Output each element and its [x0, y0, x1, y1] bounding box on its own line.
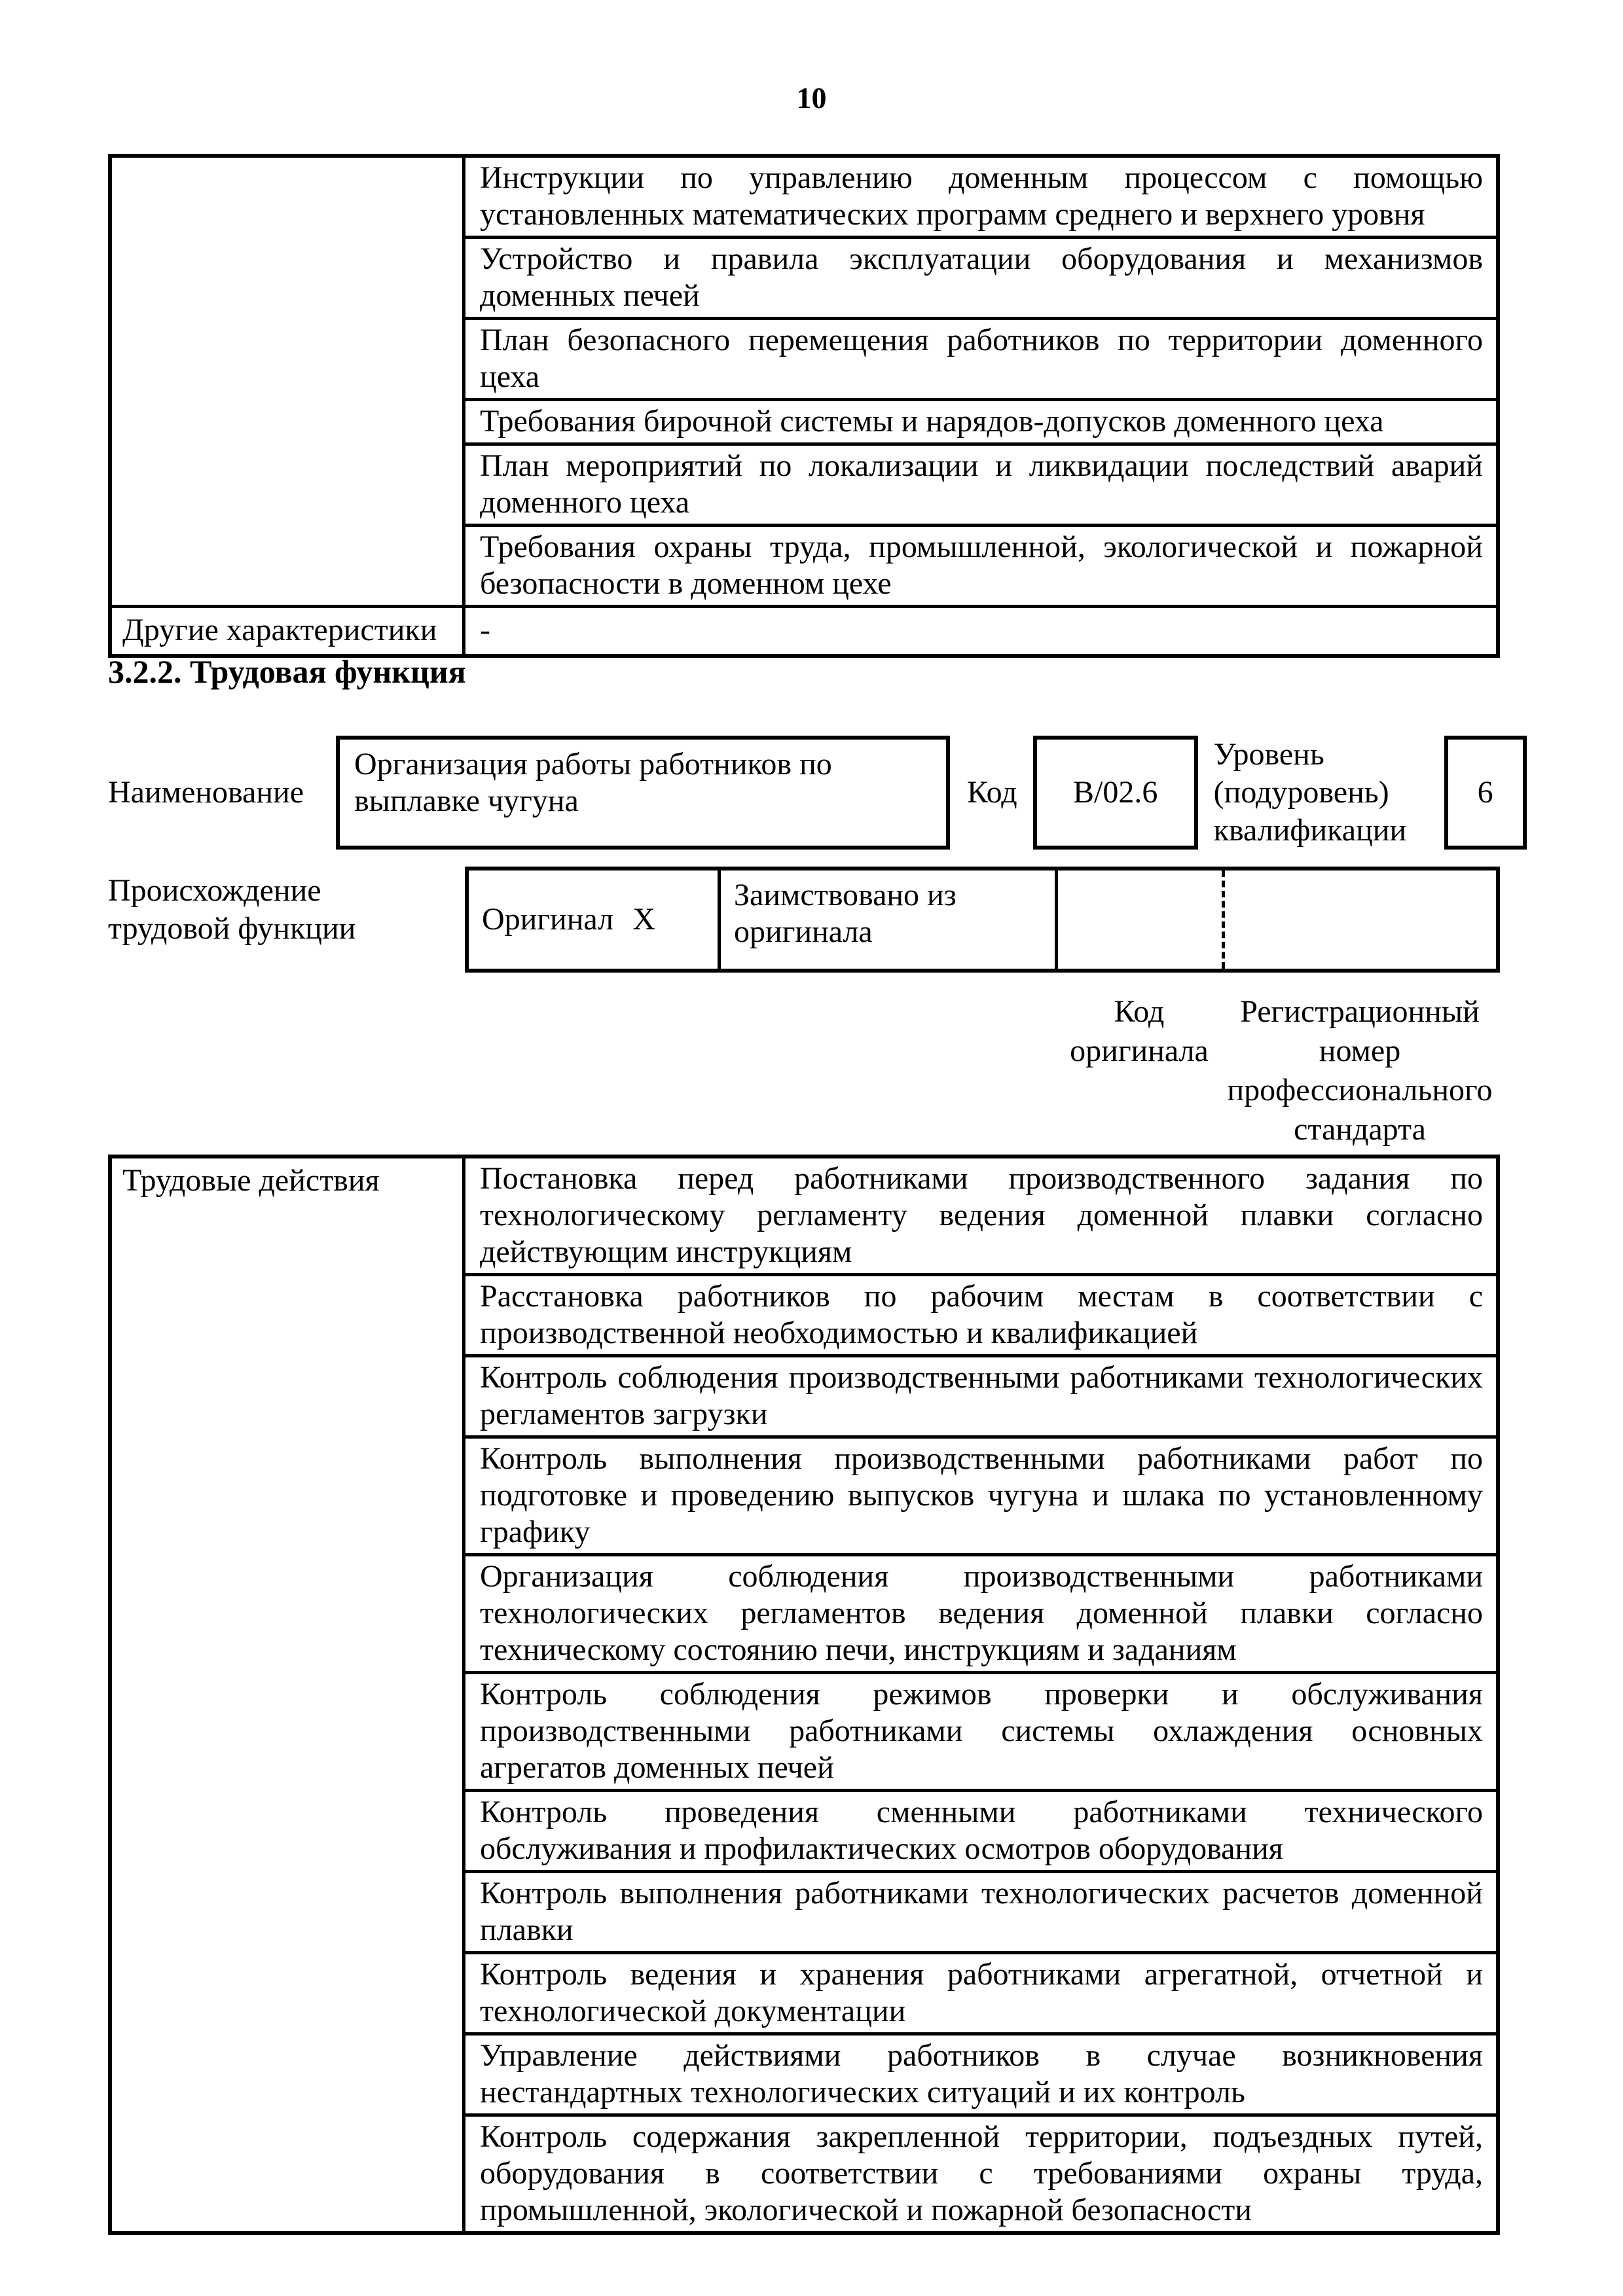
origin-borrowed-cell: Заимствовано из оригинала	[721, 870, 1058, 969]
function-code-box: В/02.6	[1033, 736, 1198, 850]
table-row: Постановка перед работниками производственного задания по технологическому регламенту ведения доменной плавки согласно действующим инструкциям	[465, 1158, 1496, 1276]
actions-table-header: Трудовые действия	[112, 1158, 465, 2231]
function-code-label: Код	[967, 775, 1017, 810]
origin-original-cell	[469, 870, 721, 969]
function-name-label: Наименование	[108, 775, 304, 810]
table-row: Контроль соблюдения производственными работниками технологических регламентов загрузки	[465, 1357, 1496, 1439]
origin-original-label: Оригинал	[482, 902, 614, 937]
origin-table	[465, 867, 1500, 973]
table-row: Требования бирочной системы и нарядов-допусков доменного цеха	[465, 401, 1496, 446]
table-row: Требования охраны труда, промышленной, экологической и пожарной безопасности в доменном цехе	[480, 529, 1483, 601]
qualification-level-box: 6	[1444, 736, 1527, 850]
other-characteristics-value: -	[480, 613, 490, 647]
table-row: Устройство и правила эксплуатации оборудования и механизмов доменных печей	[465, 239, 1496, 320]
other-characteristics-label: Другие характеристики	[112, 608, 465, 654]
table-row: План безопасного перемещения работников по территории доменного цеха	[465, 320, 1496, 401]
table-row: Контроль ведения и хранения работниками агрегатной, отчетной и технологической документации	[465, 1954, 1496, 2036]
origin-label: Происхождение трудовой функции	[108, 873, 356, 946]
qualification-level-label: Уровень (подуровень) квалификации	[1213, 737, 1407, 848]
section-heading: 3.2.2. Трудовая функция	[108, 653, 466, 690]
actions-rows	[465, 1158, 1496, 2231]
other-characteristics-row	[112, 605, 1496, 654]
table-row: Расстановка работников по рабочим местам в соответствии с производственной необходимостью и квалификацией	[465, 1276, 1496, 1357]
knowledge-table-left-cell	[112, 158, 465, 605]
table-row: Контроль содержания закрепленной территории, подъездных путей, оборудования в соответствии с требованиями охраны труда, промышленной, экологической и пожарной безопасности	[480, 2119, 1483, 2227]
table-row: Организация соблюдения производственными работниками технологических регламентов ведения доменной плавки согласно техническому состоянию печи, инструкциям и заданиям	[465, 1556, 1496, 1674]
page-number: 10	[796, 81, 827, 115]
table-row: Контроль соблюдения режимов проверки и обслуживания производственными работниками системы охлаждения основных агрегатов доменных печей	[465, 1674, 1496, 1792]
origin-code-caption: Код оригинала	[1070, 994, 1209, 1068]
origin-regnumber-cell	[1222, 870, 1496, 969]
actions-table	[108, 1155, 1500, 2235]
origin-section	[108, 867, 1500, 973]
origin-original-mark: X	[632, 902, 655, 937]
table-row: План мероприятий по локализации и ликвидации последствий аварий доменного цеха	[465, 446, 1496, 527]
table-row: Контроль проведения сменными работниками технического обслуживания и профилактических осмотров оборудования	[465, 1792, 1496, 1873]
table-row: Инструкции по управлению доменным процессом с помощью установленных математических программ среднего и верхнего уровня	[465, 158, 1496, 239]
actions-table-body	[112, 1158, 1496, 2231]
function-header	[108, 736, 1568, 850]
origin-code-cell	[1058, 870, 1222, 969]
function-name-box: Организация работы работников по выплавке чугуна	[336, 736, 950, 850]
origin-regnumber-caption: Регистрационный номер профессионального стандарта	[1227, 994, 1493, 1147]
table-row: Контроль выполнения производственными работниками работ по подготовке и проведению выпусков чугуна и шлака по установленному графику	[465, 1439, 1496, 1556]
knowledge-table-body	[112, 158, 1496, 605]
knowledge-rows	[465, 158, 1496, 605]
table-row: Контроль выполнения работниками технологических расчетов доменной плавки	[465, 1873, 1496, 1954]
knowledge-table	[108, 154, 1500, 658]
table-row: Управление действиями работников в случае возникновения нестандартных технологических ситуаций и их контроль	[465, 2036, 1496, 2117]
